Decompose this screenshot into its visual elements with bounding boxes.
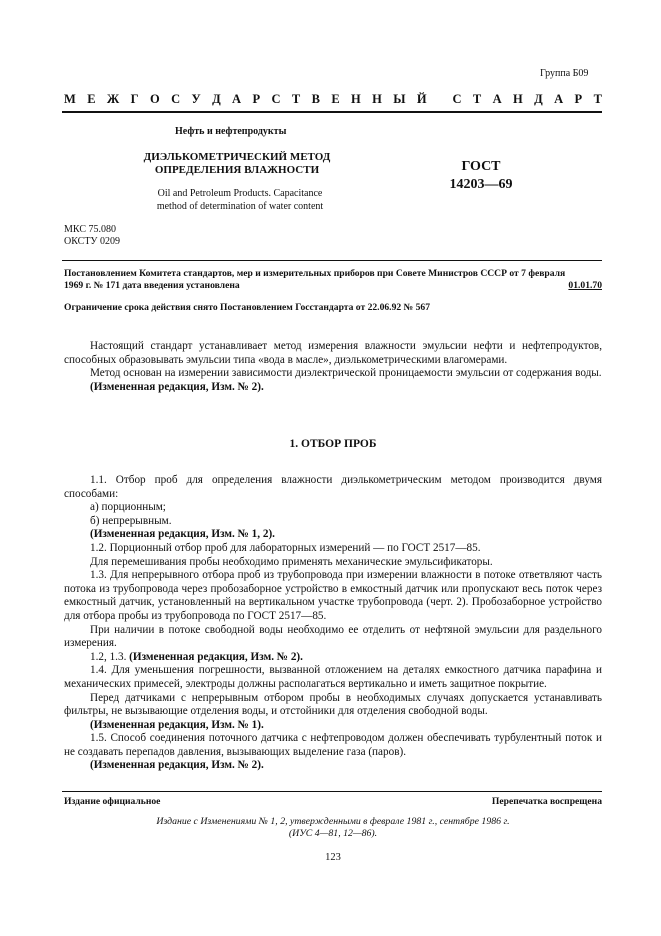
standard-banner	[64, 92, 602, 107]
limit-note: Ограничение срока действия снято Постановлением Госстандарта от 22.06.92 № 567	[64, 302, 430, 313]
footer-rule	[62, 791, 602, 792]
page-number: 123	[325, 852, 341, 863]
banner-letter: Д	[212, 92, 221, 106]
clause-1-1-a: а) порционным;	[90, 501, 166, 514]
clause-1-5-revision: (Измененная редакция, Изм. № 2).	[90, 759, 264, 772]
decree-line1: Постановлением Комитета стандартов, мер и измерительных приборов при Совете Министров СССР от 7 февраля	[64, 268, 566, 279]
okstu-code: ОКСТУ 0209	[64, 236, 121, 247]
clause-1-1-revision: (Измененная редакция, Изм. № 1, 2).	[90, 528, 275, 541]
banner-letter: В	[311, 92, 320, 106]
banner-letter: А	[232, 92, 242, 106]
banner-letter: Т	[472, 92, 482, 106]
mks-code: МКС 75.080	[64, 224, 116, 235]
clause-1-2-note: Для перемешивания пробы необходимо применять механические эмульсификаторы.	[90, 555, 493, 568]
clause-1-1: 1.1. Отбор проб для определения влажности диэлькометрическим методом производится двумя способами:	[64, 474, 602, 500]
section-heading: 1. ОТБОР ПРОБ	[289, 438, 377, 450]
banner-letter: С	[452, 92, 462, 106]
clause-1-2-1-3-prefix: 1.2, 1.3.	[90, 650, 130, 663]
banner-letter: Й	[416, 92, 427, 106]
intro-paragraph-1: Настоящий стандарт устанавливает метод измерения влажности эмульсии нефти и нефтепродуктов, способных образовывать эмульсии типа «вода в масле», диэлькометрическими влагомерами.	[64, 340, 602, 366]
category-title: Нефть и нефтепродукты	[175, 126, 287, 137]
banner-letter: Ж	[106, 92, 120, 106]
english-title-line1: Oil and Petroleum Products. Capacitance	[157, 188, 323, 199]
clause-1-2-1-3-revision	[64, 651, 602, 665]
document-title	[132, 151, 342, 177]
gost-label: ГОСТ	[461, 159, 501, 174]
banner-letter: Н	[351, 92, 361, 106]
clause-1-5: 1.5. Способ соединения поточного датчика с нефтепроводом должен обеспечивать турбулентный поток и не создавать перепадов давления, вызывающих выделение газа (паров).	[64, 732, 602, 758]
english-title	[145, 187, 335, 213]
clause-1-1-b: б) непрерывным.	[90, 514, 172, 527]
document-title-line2: ОПРЕДЕЛЕНИЯ ВЛАЖНОСТИ	[154, 164, 320, 176]
banner-letter: Т	[291, 92, 301, 106]
edition-note	[64, 816, 602, 840]
banner-letter: Р	[574, 92, 583, 106]
clause-1-3-note: При наличии в потоке свободной воды необходимо ее отделить от нефтяной эмульсии для раздельного измерения.	[64, 623, 602, 650]
banner-letter: О	[149, 92, 160, 106]
effective-date: 01.01.70	[568, 280, 602, 291]
banner-letter: Н	[513, 92, 523, 106]
clause-1-2-1-3-revision-text: (Измененная редакция, Изм. № 2).	[129, 650, 303, 663]
edition-line2: (ИУС 4—81, 12—86).	[288, 828, 378, 839]
gost-designation	[436, 158, 526, 194]
english-title-line2: method of determination of water content	[156, 201, 324, 212]
group-code: Группа Б09	[540, 68, 589, 79]
clause-1-4-note: Перед датчиками с непрерывным отбором пробы в необходимых случаях допускается устанавливать фильтры, не вызывающие отделения воды, и отстойники для отделения свободной воды.	[64, 691, 602, 718]
banner-letter: С	[171, 92, 181, 106]
intro-text	[64, 340, 602, 394]
banner-letter: Т	[593, 92, 602, 106]
decree-rule	[62, 260, 602, 261]
banner-letter: Р	[252, 92, 261, 106]
banner-letter: У	[191, 92, 201, 106]
banner-letter: Е	[87, 92, 96, 106]
document-title-line1: ДИЭЛЬКОМЕТРИЧЕСКИЙ МЕТОД	[143, 151, 331, 163]
section1-text	[64, 474, 602, 773]
banner-letter	[438, 92, 441, 107]
intro-revision: (Измененная редакция, Изм. № 2).	[90, 380, 264, 393]
clause-1-4-revision: (Измененная редакция, Изм. № 1).	[90, 718, 264, 731]
banner-letter: А	[492, 92, 502, 106]
official-edition-label: Издание официальное	[64, 796, 161, 807]
clause-1-3: 1.3. Для непрерывного отбора проб из трубопровода при измерении влажности в потоке ответвляют часть потока из трубопровода через пробозаборное устройство в емкостный датчик или пропускают весь поток через емкостный датчик, установленный на вертикальном участке трубопровода (черт. 2). Пробозаборное устройство для отбора пробы из трубопровода по ГОСТ 2517—85.	[64, 569, 602, 622]
classification-codes	[64, 224, 120, 248]
banner-letter: Н	[372, 92, 382, 106]
intro-paragraph-2: Метод основан на измерении зависимости диэлектрической проницаемости эмульсии от содержания воды.	[90, 367, 602, 380]
reprint-prohibited-label: Перепечатка воспрещена	[491, 796, 602, 807]
decree-text	[64, 268, 602, 292]
clause-1-2: 1.2. Порционный отбор проб для лабораторных измерений — по ГОСТ 2517—85.	[90, 541, 481, 554]
banner-letter: Ы	[393, 92, 406, 106]
banner-letter: С	[271, 92, 281, 106]
banner-letter: Д	[534, 92, 543, 106]
gost-number: 14203—69	[449, 177, 513, 192]
banner-letter: А	[554, 92, 564, 106]
banner-letter: Е	[331, 92, 340, 106]
header-rule	[62, 111, 602, 113]
clause-1-4: 1.4. Для уменьшения погрешности, вызванной отложением на деталях емкостного датчика парафина и механических примесей, электроды должны располагаться вертикально и иметь защитное покрытие.	[64, 664, 602, 690]
decree-line2: 1969 г. № 171 дата введения установлена	[64, 280, 240, 291]
banner-letter: М	[64, 92, 76, 106]
banner-letter: Г	[130, 92, 139, 106]
edition-line1: Издание с Изменениями № 1, 2, утвержденными в феврале 1981 г., сентябре 1986 г.	[156, 816, 510, 827]
